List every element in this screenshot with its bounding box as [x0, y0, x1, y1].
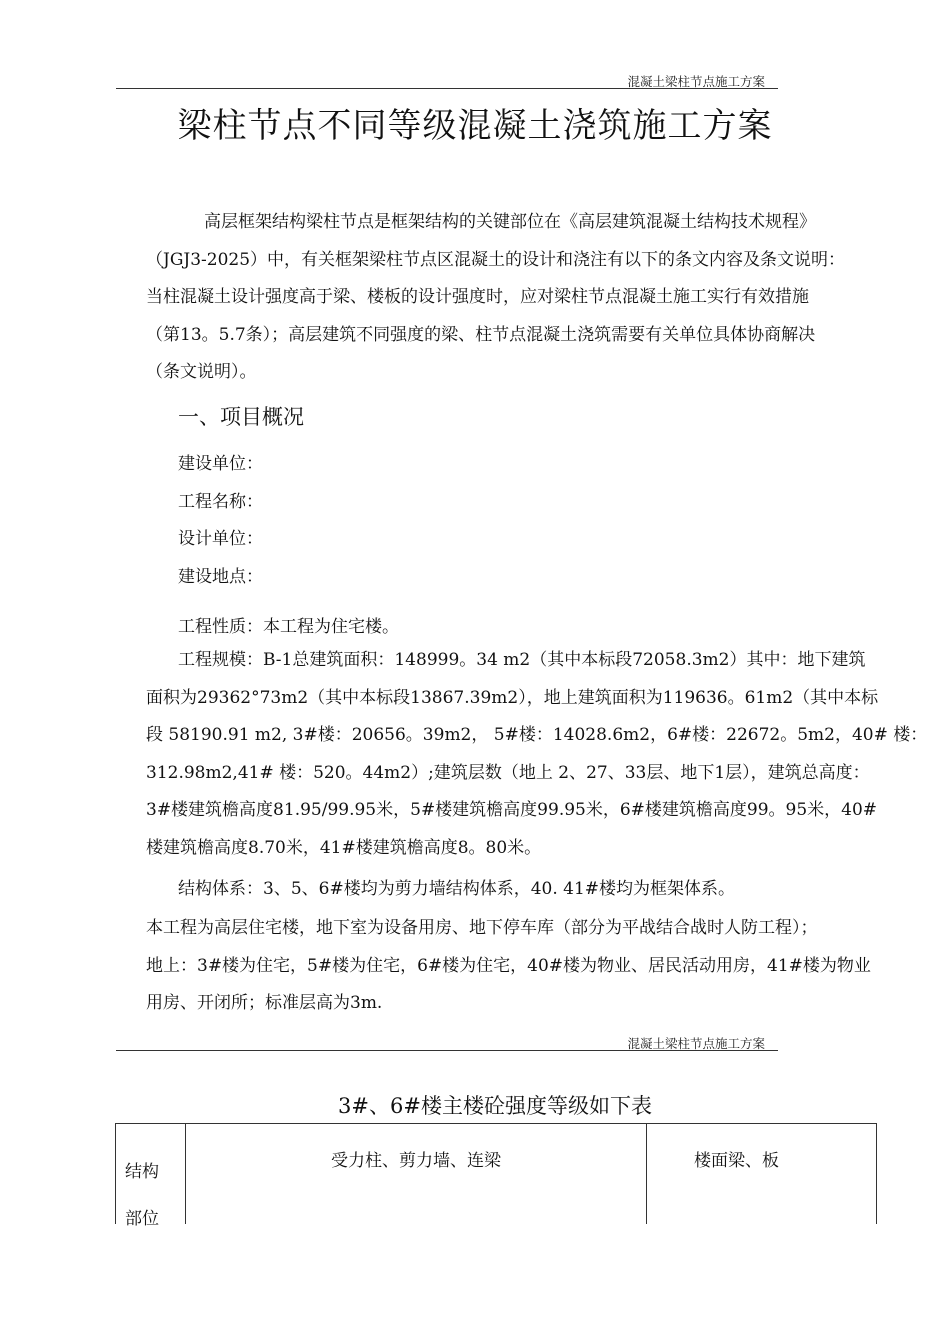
intro-line: （第13。5.7条）；高层建筑不同强度的梁、柱节点混凝土浇筑需要有关单位具体协商解决 — [146, 324, 816, 345]
structure-system: 结构体系：3、5、6#楼均为剪力墙结构体系，40. 41#楼均为框架体系。 — [178, 879, 736, 899]
usage-line: 本工程为高层住宅楼，地下室为设备用房、地下停车库（部分为平战结合战时人防工程）； — [146, 918, 818, 938]
intro-line: （条文说明）。 — [146, 362, 257, 382]
field-design-unit: 设计单位： — [178, 529, 263, 549]
usage-line: 用房、开闭所；标准层高为3m. — [146, 993, 383, 1013]
scale-line: 段 58190.91 m2, 3#楼：20656。39m2， 5#楼：14028.6m2，6#楼：22672。5m2，40# 楼： — [146, 725, 928, 745]
table-header-columns-walls: 受力柱、剪力墙、连梁 — [331, 1151, 501, 1171]
project-scale-paragraph — [146, 642, 928, 867]
field-construction-location: 建设地点： — [178, 567, 263, 587]
scale-line: 楼建筑檐高度8.70米，41#楼建筑檐高度8。80米。 — [146, 837, 542, 858]
table-column-divider — [185, 1124, 186, 1224]
intro-line: 当柱混凝土设计强度高于梁、楼板的设计强度时，应对梁柱节点混凝土施工实行有效措施 — [146, 287, 809, 307]
table-header-beams-slabs: 楼面梁、板 — [694, 1151, 779, 1171]
scale-line: 3#楼建筑檐高度81.95/99.95米，5#楼建筑檐高度99.95米，6#楼建筑檐高度99。95米，40# — [146, 800, 878, 820]
page-header-text: 混凝土梁柱节点施工方案 — [627, 74, 765, 89]
project-nature: 工程性质：本工程为住宅楼。 — [178, 617, 399, 637]
table-title: 3#、6#楼主楼砼强度等级如下表 — [338, 1094, 652, 1118]
section-heading-project-overview: 一、项目概况 — [178, 405, 304, 429]
scale-line: 工程规模：B-1总建筑面积：148999。34 m2（其中本标段72058.3m2）其中：地下建筑 — [178, 650, 866, 670]
intro-line: （JGJ3-2025）中，有关框架梁柱节点区混凝土的设计和浇注有以下的条文内容及条文说明： — [146, 249, 846, 270]
intro-paragraph — [146, 204, 876, 392]
document-title: 梁柱节点不同等级混凝土浇筑施工方案 — [177, 106, 773, 146]
concrete-grade-table — [115, 1123, 877, 1229]
scale-line: 312.98m2,41# 楼：520。44m2）;建筑层数（地上 2、27、33层、地下1层），建筑总高度： — [146, 762, 870, 783]
scale-line: 面积为29362°73m2（其中本标段13867.39m2），地上建筑面积为119636。61m2（其中本标 — [146, 687, 879, 708]
page-header-text: 混凝土梁柱节点施工方案 — [627, 1036, 765, 1051]
table-column-divider — [646, 1124, 647, 1224]
header-rule — [116, 1050, 778, 1051]
table-row-label: 结构 — [125, 1162, 159, 1182]
intro-line: 高层框架结构梁柱节点是框架结构的关键部位在《高层建筑混凝土结构技术规程》 — [204, 212, 816, 232]
usage-paragraph — [146, 910, 876, 1023]
field-construction-unit: 建设单位： — [178, 454, 263, 474]
usage-line: 地上：3#楼为住宅，5#楼为住宅，6#楼为住宅，40#楼为物业、居民活动用房，41#楼为物业 — [146, 955, 871, 976]
header-rule — [116, 88, 778, 89]
field-project-name: 工程名称： — [178, 492, 263, 512]
table-row-label: 部位 — [125, 1209, 159, 1229]
